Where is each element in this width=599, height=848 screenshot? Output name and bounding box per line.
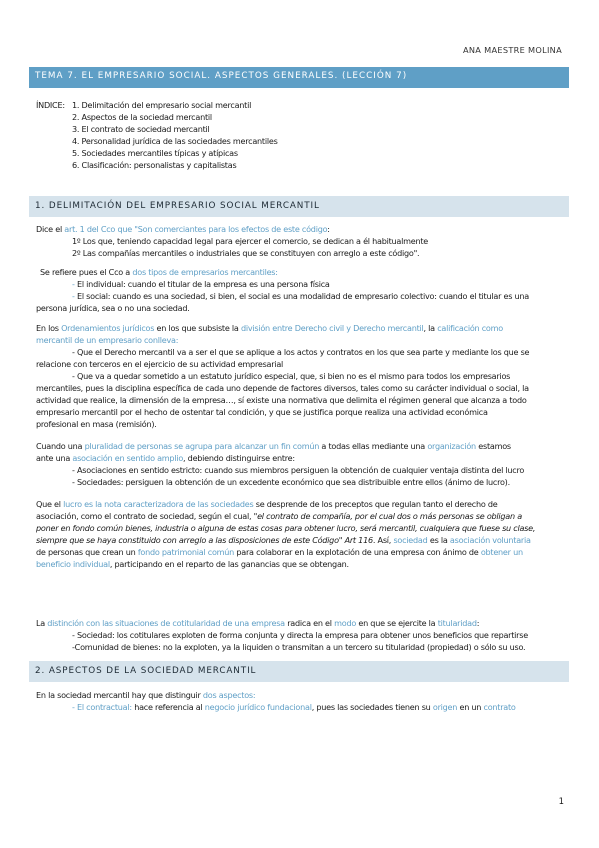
highlight: beneficio individual — [36, 559, 110, 569]
paragraph-line — [36, 558, 349, 570]
index-item: 6. Clasificación: personalistas y capitalistas — [72, 160, 237, 170]
text: . Así, — [372, 535, 394, 545]
paragraph-line: actividad que realice, la dimensión de la empresa…, sí existe una normativa que delimita el régimen general que alcanza a todo — [36, 395, 527, 405]
text: en un — [457, 702, 484, 712]
paragraph-line: persona jurídica, sea o no una sociedad. — [36, 303, 190, 313]
chapter-title-bar — [29, 67, 569, 88]
paragraph-line — [72, 290, 529, 302]
index-item: 4. Personalidad jurídica de las sociedades mercantiles — [72, 136, 278, 146]
text: es la — [427, 535, 450, 545]
text: La — [36, 618, 48, 628]
highlight: contrato — [483, 702, 516, 712]
text: , debiendo distinguirse entre: — [183, 453, 295, 463]
highlight: origen — [432, 702, 458, 712]
paragraph-line — [36, 510, 522, 522]
text: En la sociedad mercantil hay que distinguir — [36, 690, 203, 700]
highlight: fondo patrimonial común — [137, 547, 235, 557]
paragraph-line — [36, 452, 295, 464]
highlight: organización — [427, 441, 476, 451]
paragraph-line: - Que va a quedar sometido a un estatuto jurídico especial, que, si bien no es el mismo para todos los empresarios — [72, 371, 511, 381]
text: Dice el — [36, 224, 65, 234]
text: Se refiere pues el Cco a — [40, 267, 133, 277]
text: se desprende de los preceptos que regulan tanto el derecho de — [253, 499, 498, 509]
text: En los — [36, 323, 62, 333]
highlight: lucro es la nota caracterizadora de las sociedades — [63, 499, 254, 509]
highlight: asociación en sentido amplio — [72, 453, 184, 463]
paragraph-line: mercantil de un empresario conlleva: — [36, 335, 179, 345]
highlight: dos tipos de empresarios mercantiles: — [132, 267, 278, 277]
text: ante una — [36, 453, 73, 463]
index-item: 5. Sociedades mercantiles típicas y atípicas — [72, 148, 238, 158]
author-name: ANA MAESTRE MOLINA — [462, 45, 562, 55]
section-1-heading: 1. DELIMITACIÓN DEL EMPRESARIO SOCIAL MERCANTIL — [35, 201, 320, 211]
paragraph-pluralidad — [36, 440, 511, 452]
paragraph-aspectos — [36, 689, 255, 701]
highlight: Ordenamientos jurídicos — [61, 323, 155, 333]
highlight: dos aspectos: — [202, 690, 256, 700]
highlight: modo — [334, 618, 357, 628]
index-label: ÍNDICE: — [36, 100, 65, 110]
section-2-heading: 2. ASPECTOS DE LA SOCIEDAD MERCANTIL — [35, 666, 257, 676]
index-item: 2. Aspectos de la sociedad mercantil — [72, 112, 212, 122]
section-2-heading-bar — [29, 661, 569, 682]
dash: - — [72, 279, 77, 289]
paragraph-line: mercantiles, pues la disciplina específica de cada uno depende de factores diversos, tales como su carácter individual o social, la — [36, 383, 529, 393]
text: Cuando una — [36, 441, 85, 451]
paragraph-line — [72, 701, 516, 713]
text: , la — [423, 323, 438, 333]
text: estamos — [475, 441, 511, 451]
highlight: asociación voluntaria — [449, 535, 531, 545]
text: en los que subsiste la — [154, 323, 241, 333]
quote: "el contrato de compañía, por el cual dos o más personas se obligan a — [253, 511, 522, 521]
text: , participando en el reparto de las ganancias que se obtengan. — [109, 559, 349, 569]
section-1-heading-bar — [29, 196, 569, 217]
index-item: 3. El contrato de sociedad mercantil — [72, 124, 210, 134]
text: de personas que crean un — [36, 547, 138, 557]
paragraph-line: relacione con terceros en el ejercicio de su actividad empresarial — [36, 359, 284, 369]
paragraph-line — [36, 534, 531, 546]
chapter-title: TEMA 7. EL EMPRESARIO SOCIAL. ASPECTOS GENERALES. (LECCIÓN 7) — [35, 71, 408, 81]
paragraph-line: -Comunidad de bienes: no la exploten, ya la liquiden o transmitan a un tercero su titularidad (propiedad) o sólo su uso. — [72, 642, 526, 652]
paragraph-line: empresario mercantil por el hecho de ostentar tal condición, y que se justifica porque realiza una actividad económica — [36, 407, 488, 417]
text: : — [476, 618, 480, 628]
text: en que se ejercite la — [356, 618, 438, 628]
text: El social: cuando es una sociedad, si bien, el social es una modalidad de empresario colectivo: cuando el titular es una — [77, 291, 529, 301]
text: asociación, como el contrato de sociedad, según el cual, — [36, 511, 254, 521]
paragraph-line — [36, 546, 523, 558]
paragraph-lucro — [36, 498, 498, 510]
paragraph-line: - Asociaciones en sentido estricto: cuando sus miembros persiguen la obtención de cualquier ventaja distinta del lucro — [72, 465, 525, 475]
paragraph-line: - Sociedades: persiguen la obtención de un excedente económico que sea distribuible entre ellos (ánimo de lucro). — [72, 477, 510, 487]
highlight: sociedad — [393, 535, 428, 545]
index-list — [72, 99, 278, 171]
highlight: art. 1 del Cco que "Son comerciantes para los efectos de este código — [64, 224, 328, 234]
text: : — [327, 224, 330, 234]
highlight: calificación como — [437, 323, 503, 333]
paragraph-line — [72, 278, 330, 290]
text: El individual: cuando el titular de la empresa es una persona física — [77, 279, 330, 289]
text: , pues las sociedades tienen su — [311, 702, 433, 712]
dash: - — [72, 291, 77, 301]
text: a todas ellas mediante una — [319, 441, 428, 451]
paragraph-cotitularidad — [36, 617, 479, 629]
text: Que el — [36, 499, 64, 509]
highlight: titularidad — [437, 618, 477, 628]
text: hace referencia al — [131, 702, 205, 712]
paragraph-line: - Que el Derecho mercantil va a ser el que se aplique a los actos y contratos en los que sea parte y mediante los que se — [72, 347, 530, 357]
paragraph-types — [40, 266, 278, 278]
quote: siempre que se haya constituido con arreglo a las disposiciones de este Código" Art 116 — [36, 535, 373, 545]
index-item: 1. Delimitación del empresario social mercantil — [72, 100, 252, 110]
paragraph-line: 2º Las compañías mercantiles o industriales que se constituyen con arreglo a este código". — [72, 248, 420, 258]
paragraph-line: poner en fondo común bienes, industria o alguna de estas cosas para obtener lucro, será mercantil, cualquiera que fuese su clase, — [36, 523, 536, 533]
highlight: - El contractual: — [72, 702, 132, 712]
highlight: pluralidad de personas se agrupa para alcanzar un fin común — [84, 441, 320, 451]
paragraph-line: profesional en masa (remisión). — [36, 419, 157, 429]
highlight: distinción con las situaciones de cotitularidad de una empresa — [47, 618, 285, 628]
page-number: 1 — [558, 797, 564, 807]
text: radica en el — [284, 618, 335, 628]
highlight: obtener un — [480, 547, 523, 557]
paragraph-line: - Sociedad: los cotitulares exploten de forma conjunta y directa la empresa para obtener unos beneficios que repartirse — [72, 630, 528, 640]
paragraph-line: 1º Los que, teniendo capacidad legal para ejercer el comercio, se dedican a él habitualmente — [72, 236, 429, 246]
paragraph-ordenamientos — [36, 322, 503, 334]
paragraph-art1 — [36, 223, 330, 235]
highlight: negocio jurídico fundacional — [204, 702, 312, 712]
highlight: división entre Derecho civil y Derecho mercantil — [240, 323, 424, 333]
text: para colaborar en la explotación de una empresa con ánimo de — [234, 547, 481, 557]
